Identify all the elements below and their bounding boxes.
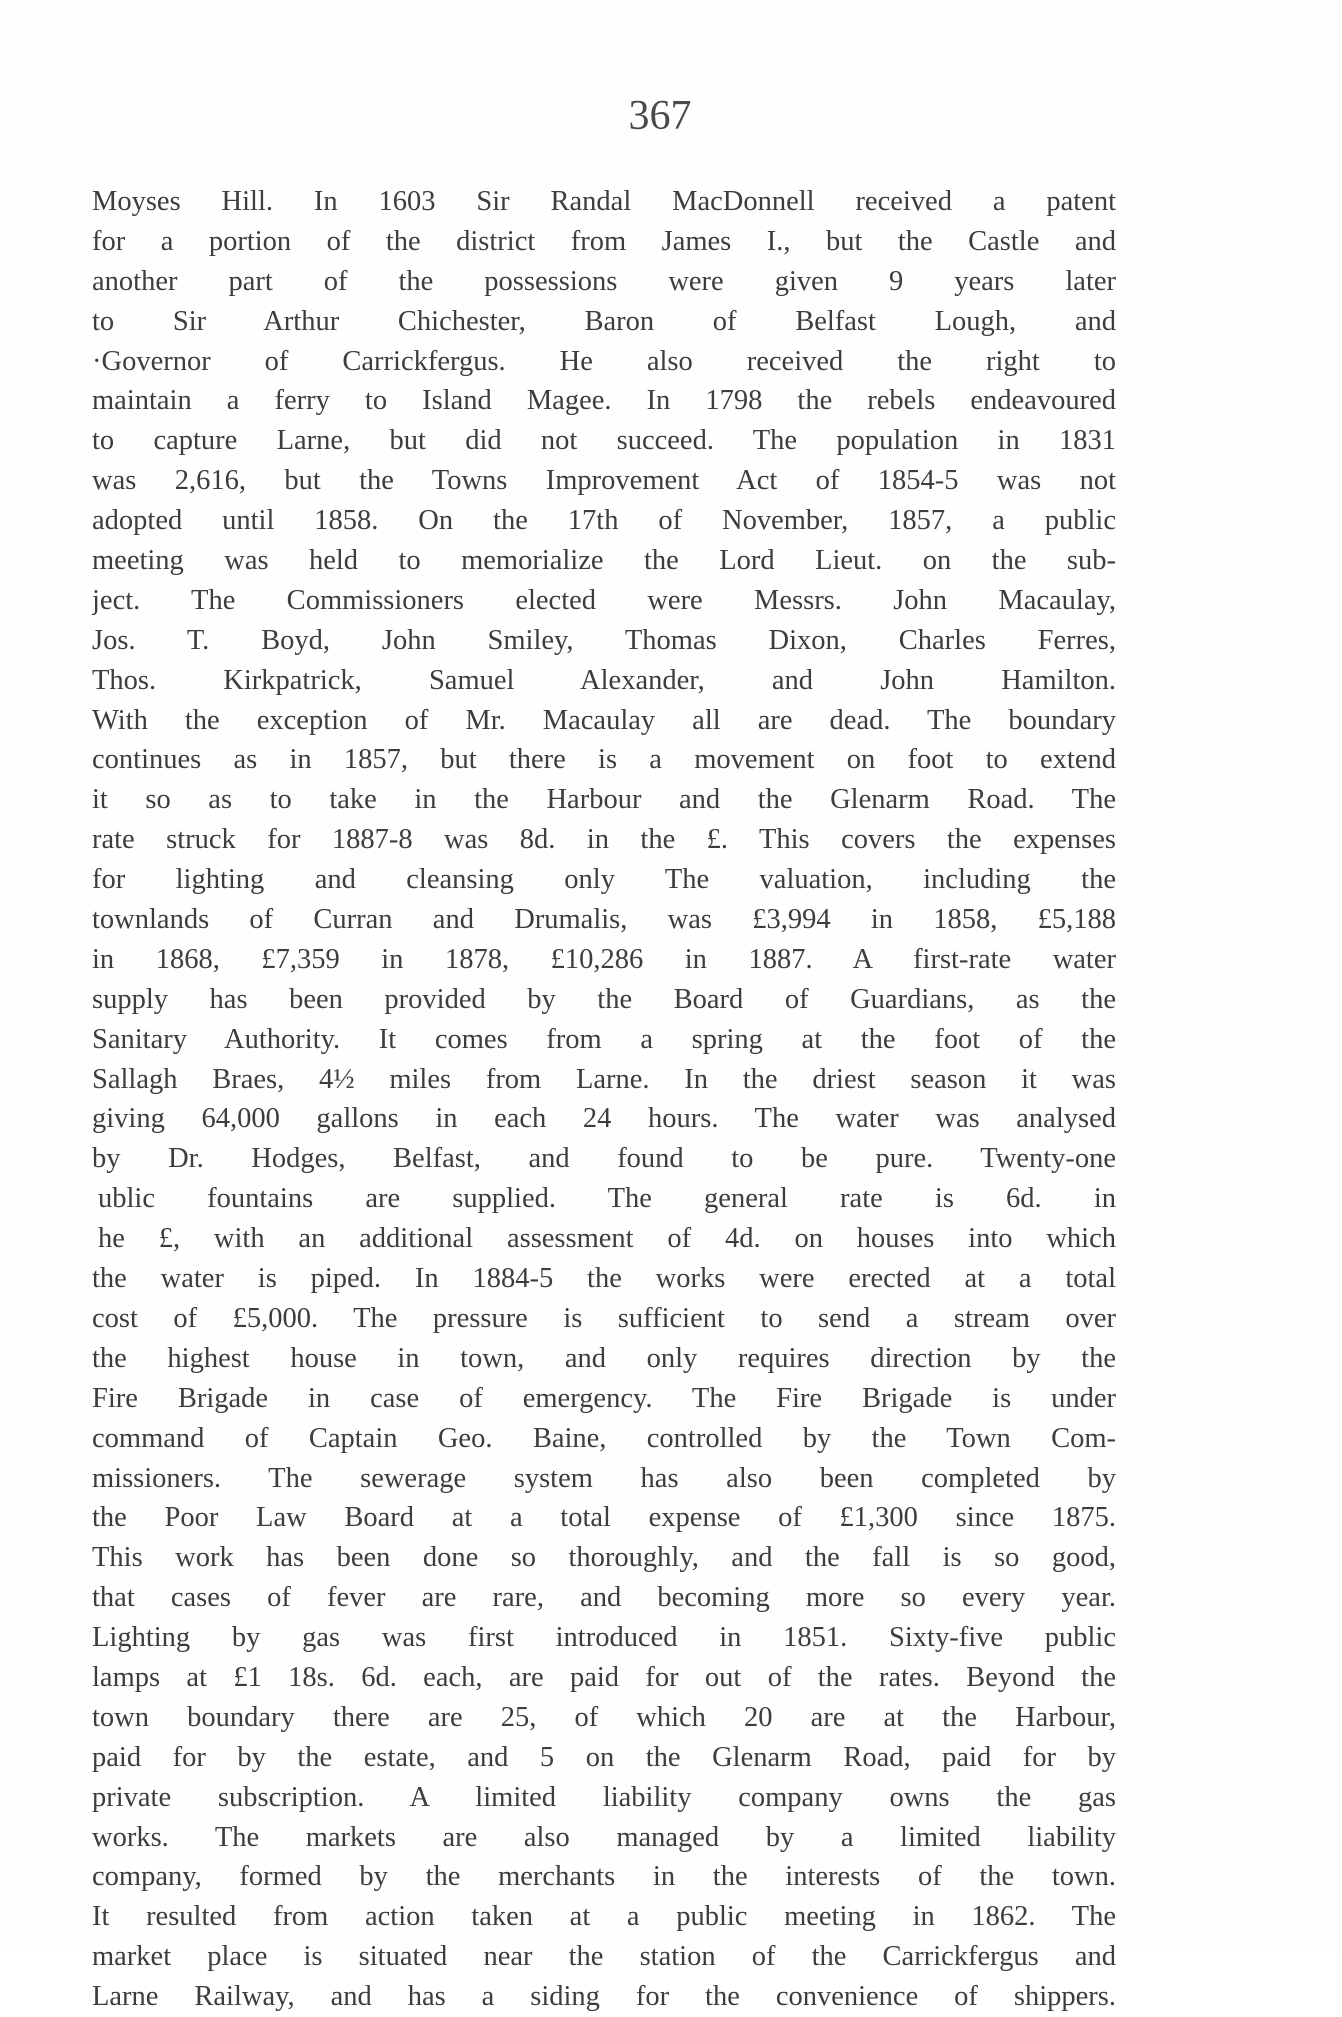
text-line: another part of the possessions were given 9 years later xyxy=(92,265,1116,297)
text-line: ject. The Commissioners elected were Messrs. John Macaulay, xyxy=(92,584,1116,616)
text-line: Lighting by gas was first introduced in 1851. Sixty-five public xyxy=(92,1622,1116,1654)
text-line: rate struck for 1887-8 was 8d. in the £. This covers the expenses xyxy=(92,824,1116,856)
text-line: to Sir Arthur Chichester, Baron of Belfast Lough, and xyxy=(92,305,1116,337)
text-line: that cases of fever are rare, and becoming more so every year. xyxy=(92,1582,1116,1614)
text-line: continues as in 1857, but there is a movement on foot to extend xyxy=(92,744,1116,776)
text-line: in 1868, £7,359 in 1878, £10,286 in 1887. A first-rate water xyxy=(92,943,1116,975)
text-line: market place is situated near the station of the Carrickfergus and xyxy=(92,1941,1116,1973)
text-line: maintain a ferry to Island Magee. In 1798 the rebels endeavoured xyxy=(92,385,1116,417)
text-line: the highest house in town, and only requires direction by the xyxy=(92,1342,1116,1374)
text-line: cost of £5,000. The pressure is sufficient to send a stream over xyxy=(92,1302,1116,1334)
text-line: With the exception of Mr. Macaulay all are dead. The boundary xyxy=(92,704,1116,736)
text-line: adopted until 1858. On the 17th of November, 1857, a public xyxy=(92,505,1116,537)
text-line: Larne Railway, and has a siding for the convenience of shippers. xyxy=(92,1981,1116,2013)
text-line: giving 64,000 gallons in each 24 hours. The water was analysed xyxy=(92,1103,1116,1135)
page-number: 367 xyxy=(628,93,692,139)
text-line: private subscription. A limited liability company owns the gas xyxy=(92,1781,1116,1813)
text-line: it so as to take in the Harbour and the Glenarm Road. The xyxy=(92,784,1116,816)
text-line: was 2,616, but the Towns Improvement Act of 1854-5 was not xyxy=(92,465,1116,497)
text-line: works. The markets are also managed by a limited liability xyxy=(92,1821,1116,1853)
text-line: Thos. Kirkpatrick, Samuel Alexander, and John Hamilton. xyxy=(92,664,1116,696)
text-line: company, formed by the merchants in the interests of the town. xyxy=(92,1861,1116,1893)
text-line: Jos. T. Boyd, John Smiley, Thomas Dixon, Charles Ferres, xyxy=(92,624,1116,656)
text-line: Sallagh Braes, 4½ miles from Larne. In the driest season it was xyxy=(92,1063,1116,1095)
text-line: missioners. The sewerage system has also been completed by xyxy=(92,1462,1116,1494)
text-line: supply has been provided by the Board of Guardians, as the xyxy=(92,983,1116,1015)
text-line: townlands of Curran and Drumalis, was £3,994 in 1858, £5,188 xyxy=(92,904,1116,936)
text-line: for a portion of the district from James I., but the Castle and xyxy=(92,225,1116,257)
text-line: It resulted from action taken at a public meeting in 1862. The xyxy=(92,1901,1116,1933)
text-line: meeting was held to memorialize the Lord Lieut. on the sub- xyxy=(92,545,1116,577)
body-text xyxy=(92,182,1116,2017)
text-line: by Dr. Hodges, Belfast, and found to be pure. Twenty-one xyxy=(92,1143,1116,1175)
text-line: paid for by the estate, and 5 on the Glenarm Road, paid for by xyxy=(92,1741,1116,1773)
text-line: Sanitary Authority. It comes from a spring at the foot of the xyxy=(92,1023,1116,1055)
text-line: for lighting and cleansing only The valuation, including the xyxy=(92,864,1116,896)
text-line: town boundary there are 25, of which 20 are at the Harbour, xyxy=(92,1701,1116,1733)
text-line: he £, with an additional assessment of 4d. on houses into which xyxy=(98,1223,1116,1255)
text-line: ·Governor of Carrickfergus. He also received the right to xyxy=(92,345,1116,377)
text-line: to capture Larne, but did not succeed. The population in 1831 xyxy=(92,425,1116,457)
text-line: lamps at £1 18s. 6d. each, are paid for out of the rates. Beyond the xyxy=(92,1661,1116,1693)
text-line: ublic fountains are supplied. The general rate is 6d. in xyxy=(98,1183,1116,1215)
text-line: the water is piped. In 1884-5 the works were erected at a total xyxy=(92,1263,1116,1295)
text-line: This work has been done so thoroughly, and the fall is so good, xyxy=(92,1542,1116,1574)
text-line: the Poor Law Board at a total expense of £1,300 since 1875. xyxy=(92,1502,1116,1534)
text-line: Fire Brigade in case of emergency. The Fire Brigade is under xyxy=(92,1382,1116,1414)
text-line: command of Captain Geo. Baine, controlled by the Town Com- xyxy=(92,1422,1116,1454)
text-line: Moyses Hill. In 1603 Sir Randal MacDonnell received a patent xyxy=(92,186,1116,217)
